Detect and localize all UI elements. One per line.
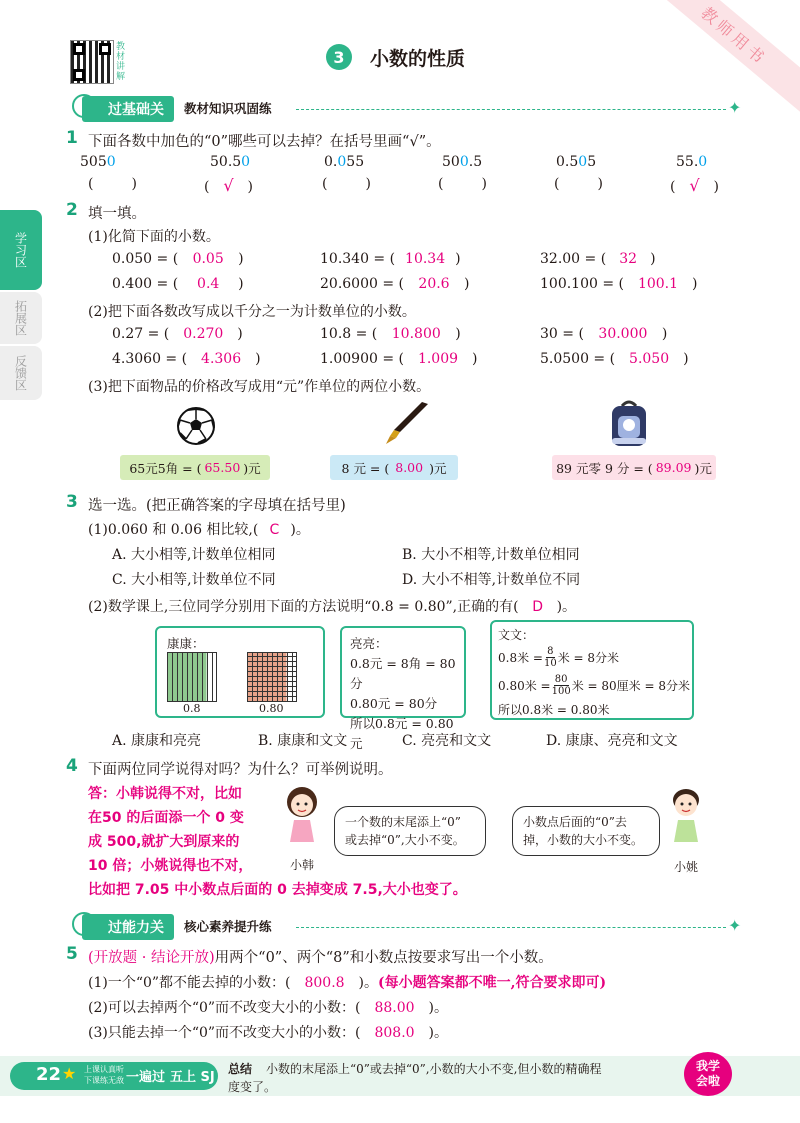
q1-item: 5050	[80, 154, 116, 170]
watermark-text: 教师用书	[697, 2, 772, 69]
grid-hundredths	[247, 652, 297, 702]
footer-grade: 五上 SJ	[170, 1070, 215, 1085]
footer-summary-2: 度变了。	[228, 1080, 277, 1094]
grid-label-hundredths: 0.80	[259, 702, 284, 715]
q1-bracket[interactable]: ( √ )	[204, 176, 253, 195]
q4-text: 下面两位同学说得对吗？为什么？可举例说明。	[88, 762, 393, 778]
learned-badge: 我学 会啦	[684, 1052, 732, 1096]
side-tab-feedback[interactable]: 反馈区	[0, 346, 42, 400]
star-icon: ★	[62, 1064, 77, 1083]
q5-item[interactable]: (1)一个“0”都不能去掉的小数：( 800.8 )。(每小题答案都不唯一,符合要求即可)	[88, 975, 607, 991]
q1-item: 500.5	[442, 154, 483, 170]
page-title: 小数的性质	[370, 48, 466, 70]
boy-speech-bubble: 小数点后面的“0”去 掉，小数的大小不变。	[512, 806, 660, 856]
q5-item[interactable]: (3)只能去掉一个“0”而不改变大小的小数：( 808.0 )。	[88, 1025, 448, 1041]
q2-part2-text: (2)把下面各数改写成以千分之一为计数单位的小数。	[88, 304, 416, 320]
q2-fill[interactable]: 20.6000 = ( 20.6 )	[320, 276, 470, 292]
q3-option: C. 大小相等,计数单位不同	[112, 572, 276, 588]
q1-number: 1	[66, 128, 78, 148]
qr-code[interactable]	[70, 40, 114, 84]
grid-label-tenths: 0.8	[183, 702, 201, 715]
fountain-pen-icon	[382, 402, 432, 446]
q3-option: A. 大小相等,计数单位相同	[112, 547, 276, 563]
school-bag-icon	[608, 400, 650, 448]
q1-bracket[interactable]: ( )	[88, 176, 137, 192]
q2-fill[interactable]: 0.050 = ( 0.05 )	[112, 251, 244, 267]
grid-tenths	[167, 652, 217, 702]
q1-item: 0.505	[556, 154, 597, 170]
section-ability-header	[68, 914, 744, 938]
q2-part3-text: (3)把下面物品的价格改写成用“元”作单位的两位小数。	[88, 379, 431, 395]
girl-avatar	[282, 784, 322, 844]
q2-fill[interactable]: 4.3060 = ( 4.306 )	[112, 351, 261, 367]
q1-item: 50.50	[210, 154, 251, 170]
price-label-bag[interactable]: 89 元零 9 分 = ( 89.09 )元	[552, 455, 716, 480]
q3-part2[interactable]: (2)数学课上,三位同学分别用下面的方法说明“0.8 = 0.80”,正确的有( D )。	[88, 599, 577, 615]
q3-part1[interactable]: (1)0.060 和 0.06 相比较,( C )。	[88, 522, 310, 538]
section-basic-header	[68, 96, 744, 120]
q2-part1-text: (1)化简下面的小数。	[88, 229, 220, 245]
footer-brand: 一遍过	[126, 1070, 166, 1085]
star-icon: ✦	[728, 98, 742, 117]
q1-item: 55.0	[676, 154, 708, 170]
boy-name: 小姚	[674, 860, 699, 874]
q1-bracket[interactable]: ( √ )	[670, 176, 719, 195]
q2-fill[interactable]: 5.0500 = ( 5.050 )	[540, 351, 689, 367]
star-icon: ✦	[728, 916, 742, 935]
q1-item: 0.055	[324, 154, 365, 170]
q2-text: 填一填。	[88, 206, 146, 222]
q2-fill[interactable]: 100.100 = ( 100.1 )	[540, 276, 698, 292]
q3-option: D. 康康、亮亮和文文	[546, 733, 678, 749]
boy-avatar	[666, 784, 706, 844]
price-label-ball[interactable]: 65元5角 = ( 65.50 )元	[120, 455, 270, 480]
section-rule	[296, 109, 726, 110]
kangkang-name: 康康：	[167, 636, 205, 651]
q5-number: 5	[66, 944, 78, 964]
q3-option: D. 大小不相等,计数单位不同	[402, 572, 581, 588]
q1-text: 下面各数中加色的“0”哪些可以去掉？在括号里画“√”。	[88, 134, 441, 150]
q2-fill[interactable]: 30 = ( 30.000 )	[540, 326, 668, 342]
q2-fill[interactable]: 0.27 = ( 0.270 )	[112, 326, 243, 342]
q3-number: 3	[66, 492, 78, 512]
q3-option: B. 大小不相等,计数单位相同	[402, 547, 580, 563]
q3-text: 选一选。(把正确答案的字母填在括号里)	[88, 498, 346, 514]
page-number: 22	[36, 1064, 62, 1085]
liangliang-box: 亮亮： 0.8元 = 8角 = 80分 0.80元 = 80分 所以0.8元 = 0.80元	[340, 626, 466, 718]
q4-answer: 答：小韩说得不对，比如 在50 的后面添一个 0 变 成 500,就扩大到原来的 10 倍；小姚说得也不对， 比如把 7.05 中小数点后面的 0 去掉变成 7.5,大小也变了。	[88, 786, 467, 898]
footer-summary: 小数的末尾添上“0”或去掉“0”,小数的大小不变,但小数的精确程	[266, 1062, 602, 1076]
girl-name: 小韩	[290, 858, 315, 872]
q2-fill[interactable]: 1.00900 = ( 1.009 )	[320, 351, 478, 367]
qr-label: 教材 讲解	[116, 42, 126, 82]
q5-text: (开放题 · 结论开放)用两个“0”、两个“8”和小数点按要求写出一个小数。	[88, 950, 553, 966]
footer-summary-label: 总结	[228, 1062, 253, 1076]
section-rule	[296, 927, 726, 928]
side-tab-extend[interactable]: 拓展区	[0, 292, 42, 344]
q2-fill[interactable]: 10.340 = ( 10.34 )	[320, 251, 461, 267]
q2-fill[interactable]: 0.400 = ( 0.4 )	[112, 276, 244, 292]
section-subtitle: 教材知识巩固练	[184, 101, 272, 116]
kangkang-box	[155, 626, 325, 718]
section-subtitle: 核心素养提升练	[184, 919, 272, 934]
q1-bracket[interactable]: ( )	[554, 176, 603, 192]
q1-bracket[interactable]: ( )	[438, 176, 487, 192]
q3-option: B. 康康和文文	[258, 733, 348, 749]
wenwen-box: 文文： 0.8米 = $\frac{8}{10}$ 米 = 8分米 0.80米 = $\frac{80}{100}$ 米 = 80厘米 = 8分米 所以0.8米 = 0.80米	[490, 620, 694, 720]
q5-item[interactable]: (2)可以去掉两个“0”而不改变大小的小数：( 88.00 )。	[88, 1000, 448, 1016]
girl-speech-bubble: 一个数的末尾添上“0” 或去掉“0”,大小不变。	[334, 806, 486, 856]
side-tab-study[interactable]: 学习区	[0, 210, 42, 290]
q2-fill[interactable]: 10.8 = ( 10.800 )	[320, 326, 461, 342]
q3-option: C. 亮亮和文文	[402, 733, 492, 749]
price-label-pen[interactable]: 8 元 = ( 8.00 )元	[330, 455, 458, 480]
q3-option: A. 康康和亮亮	[112, 733, 202, 749]
q4-number: 4	[66, 756, 78, 776]
section-badge: 过能力关	[82, 914, 174, 940]
q2-fill[interactable]: 32.00 = ( 32 )	[540, 251, 656, 267]
q2-number: 2	[66, 200, 78, 220]
section-badge: 过基础关	[82, 96, 174, 122]
soccer-ball-icon	[176, 406, 216, 446]
q1-bracket[interactable]: ( )	[322, 176, 371, 192]
lesson-number-badge: 3	[326, 44, 352, 70]
footer-slogan: 上课认真听 下课练无敌	[84, 1065, 124, 1085]
